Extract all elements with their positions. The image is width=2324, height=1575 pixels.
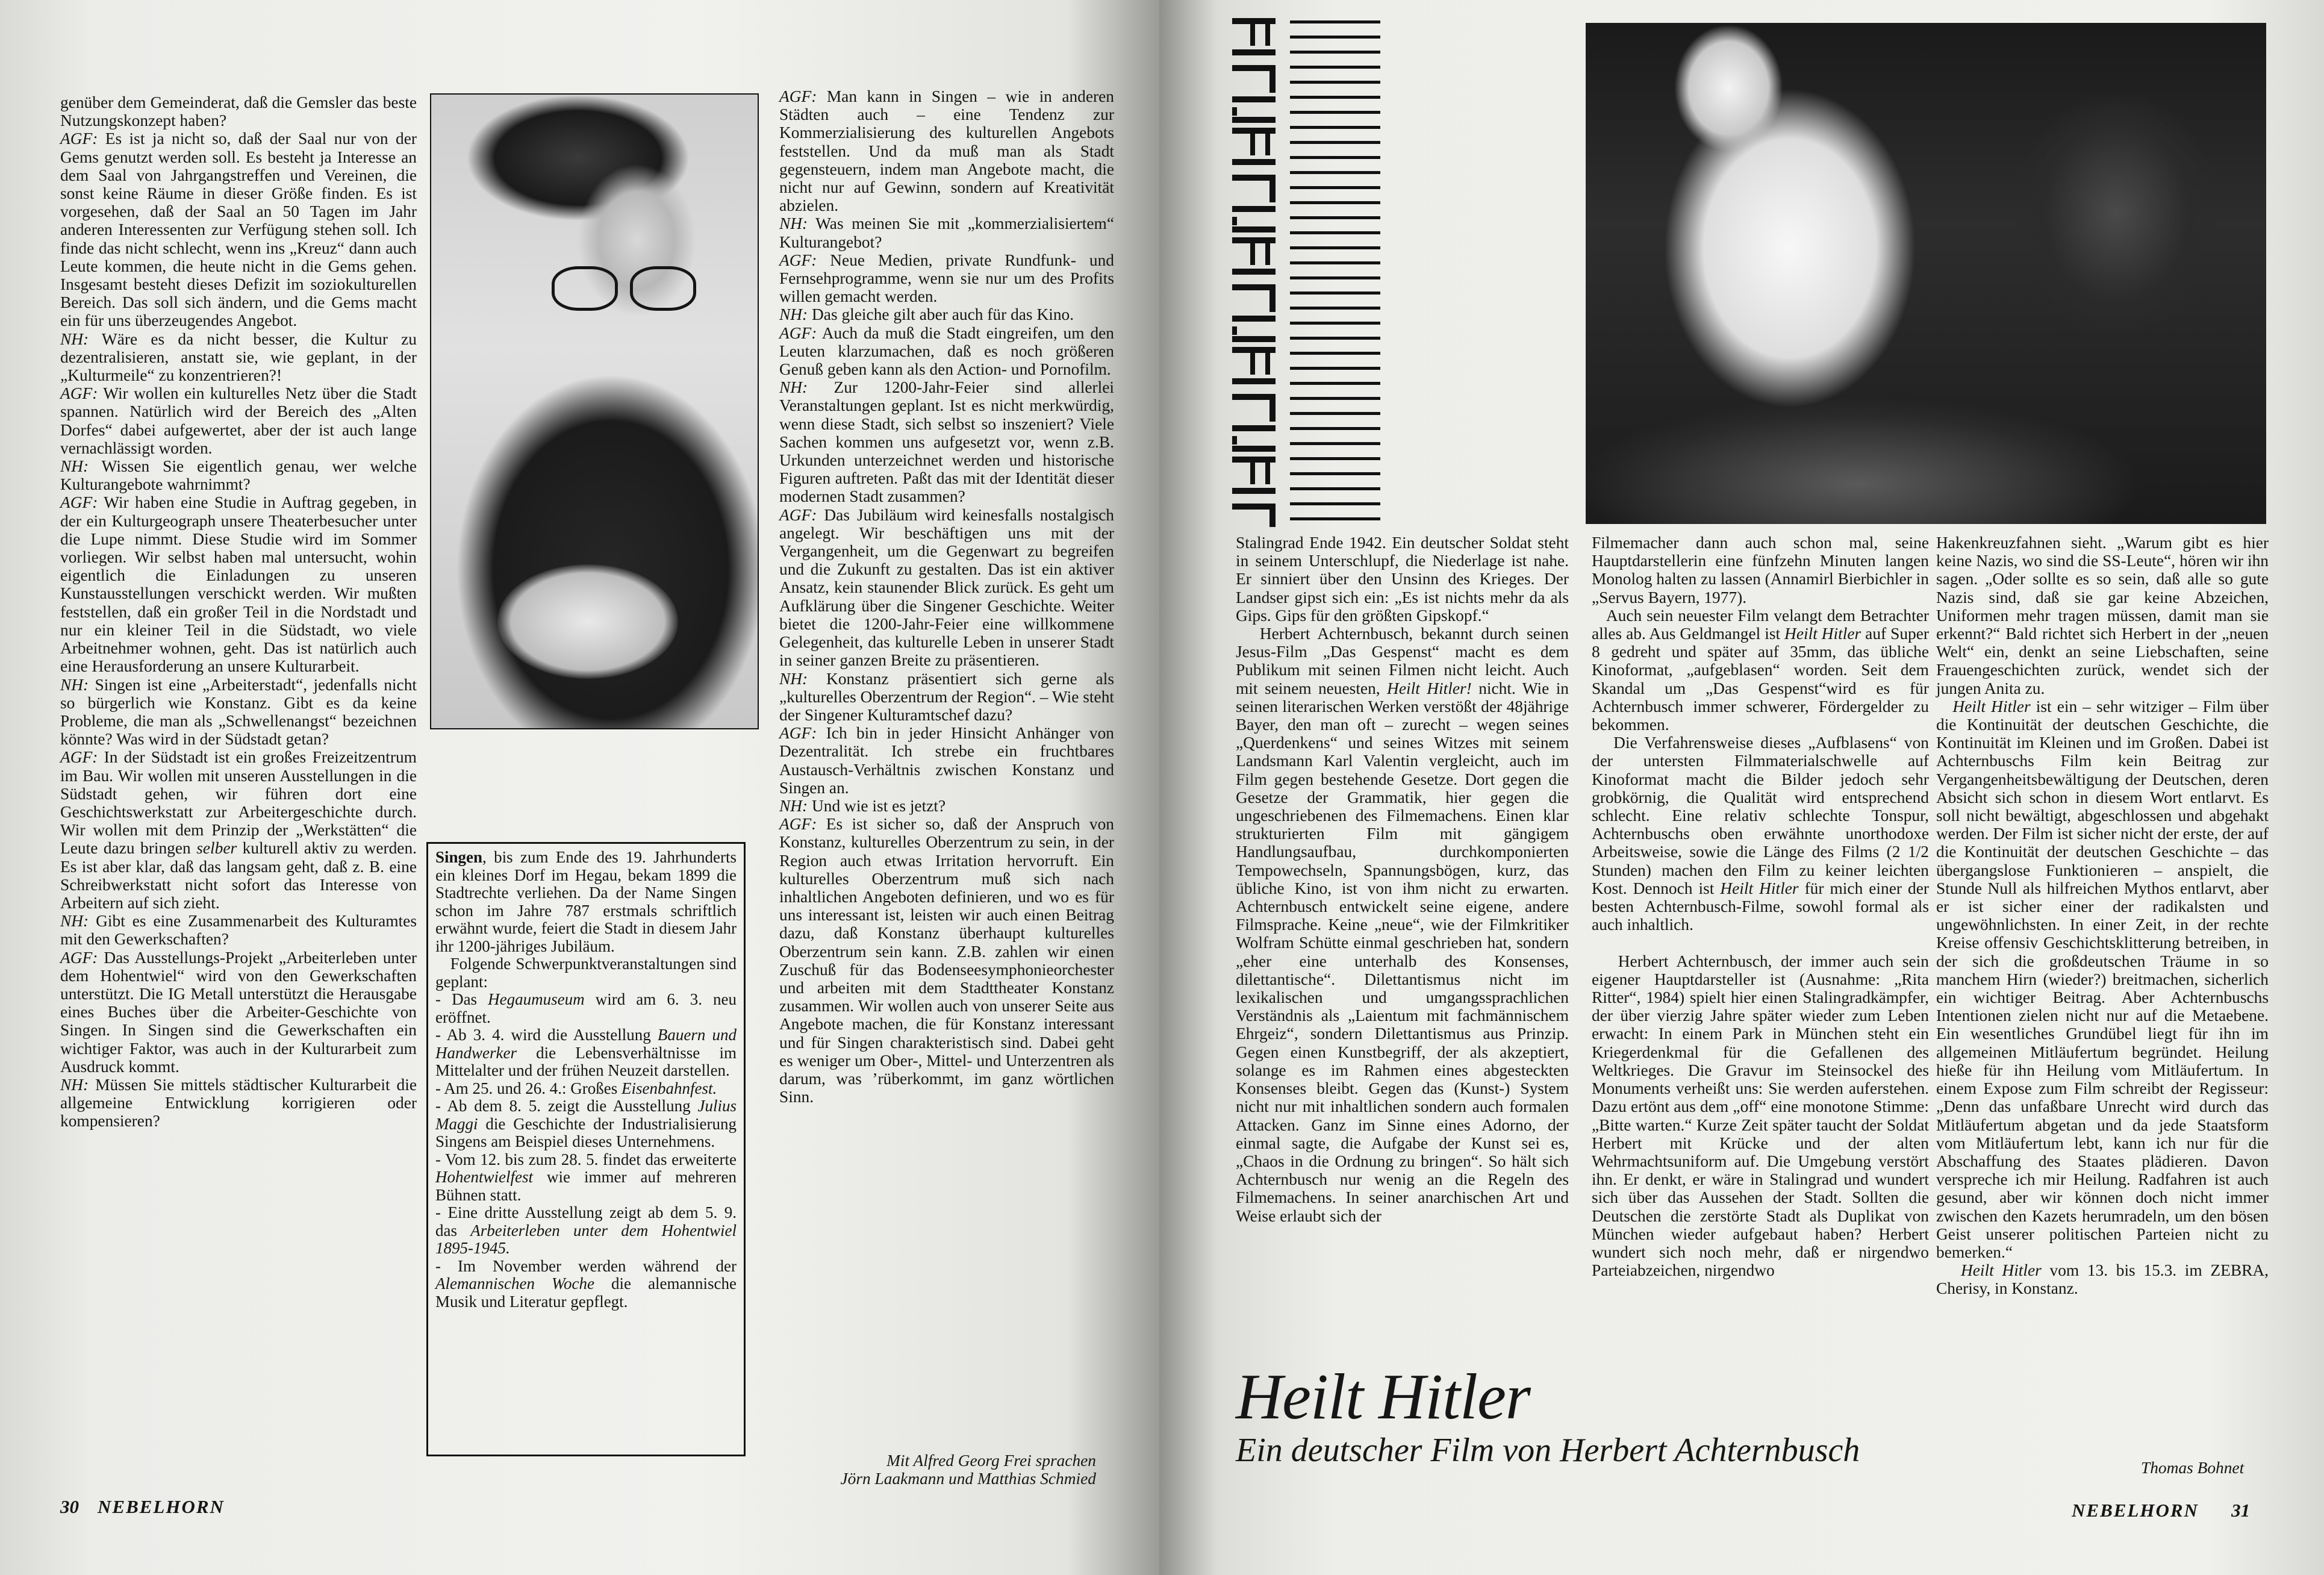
paragraph: Auch sein neuester Film velangt dem Betrachter alles ab. Aus Geldmangel ist Heilt Hitler auf Super 8 gedreht und später auf 35mm, das übliche Kinoformat, „aufgeblasen“ worden. Seit dem Skandal um „Das Gespenst“wird es für Achternbusch immer schwerer, Fördergelder zu bekommen.: [1592, 606, 1929, 734]
review-column-1: [1236, 534, 1569, 1225]
film-still-photo: [1586, 23, 2266, 524]
article-subheadline: Ein deutscher Film von Herbert Achternbusch: [1236, 1432, 1860, 1469]
paragraph: [1592, 934, 1929, 952]
paragraph: Stalingrad Ende 1942. Ein deutscher Soldat steht in seinem Unterschlupf, die Niederlage ist nahe. Er sinniert über den Unsinn des Krieges. Der Landser gipst sich ein: „Es ist nichts mehr da als Gips. Gips für den größten Gipskopf.“: [1236, 534, 1569, 625]
paragraph: Heilt Hitler vom 13. bis 15.3. im ZEBRA, Cherisy, in Konstanz.: [1936, 1261, 2269, 1298]
review-column-3: [1936, 534, 2269, 1298]
paragraph: AGF: Auch da muß die Stadt eingreifen, um den Leuten klarzumachen, daß es noch größeren Genuß geben kann als den Action- und Pornofilm.: [779, 323, 1114, 379]
paragraph: - Ab 3. 4. wird die Ausstellung Bauern und Handwerker die Lebensverhältnisse im Mittelalter und der frühen Neuzeit darstellen.: [435, 1026, 737, 1079]
paragraph: Hakenkreuzfahnen sieht. „Warum gibt es hier keine Nazis, wo sind die SS-Leute“, hören wir ihn sagen. „Oder sollte es so sein, daß alle so gute Nazis sind, daß sie gar keine Abzeichen, Uniformen mehr tragen müssen, damit man sie erkennt?“ Bald richtet sich Herbert in der „neuen Welt“ ein, denkt an seine Liebschaften, seine Frauengeschichten zurück, wendet sich der jungen Anita zu.: [1936, 534, 2269, 697]
paragraph: NH: Und wie ist es jetzt?: [779, 796, 946, 815]
paragraph: genüber dem Gemeinderat, daß die Gemsler das beste Nutzungskonzept haben?: [60, 93, 417, 130]
paragraph: AGF: Es ist sicher so, daß der Anspruch von Konstanz, kulturelles Oberzentrum zu sein, in der Region auch etwas Irritation hervorruft. Ein kulturelles Oberzentrum muß sich nach inhaltlichen Angeboten definieren, und wo es für uns interessant ist, leisten wir auch einen Beitrag dazu, daß Konstanz überhaupt kulturelles Oberzentrum sein kann. Z.B. zahlen wir einen Zuschuß für das Bodenseesymphonieorchester und arbeiten mit dem Stadttheater Konstanz zusammen. Wir wollen auch von unserer Seite aus Angebote machen, die für Konstanz interessant und für Singen charakteristisch sind. Dabei geht es weniger um Ober-, Mittel- und Unterzentren als darum, was ’rüberkommt, im ganz wörtlichen Sinn.: [779, 815, 1114, 1106]
paragraph: - Ab dem 8. 5. zeigt die Ausstellung Julius Maggi die Geschichte der Industrialisierung Singens am Beispiel dieses Unternehmens.: [435, 1097, 737, 1150]
paragraph: AGF: Wir haben eine Studie in Auftrag gegeben, in der ein Kulturgeograph unsere Theaterbesucher unter die Lupe nimmt. Diese Studie wird im Sommer vorliegen. Wir selbst haben mal untersucht, wohin eigentlich die Einladungen zu unseren Kunstausstellungen verschickt werden. Wir mußten feststellen, daß ein großer Teil in die Nordstadt und nur ein kleiner Teil in die Südstadt, wo viele Arbeitnehmer wohnen, geht. Das ist natürlich auch eine Herausforderung an unsere Kulturarbeit.: [60, 493, 417, 676]
page-number: 31: [2231, 1500, 2251, 1521]
paragraph: Herbert Achternbusch, bekannt durch seinen Jesus-Film „Das Gespenst“ macht es dem Publikum mit seinen Filmen nicht leicht. Auch mit seinem neuesten, Heilt Hitler! nicht. Wie in seinen literarischen Werken verstößt der 48jährige Bayer, den man oft – zurecht – wegen seines „Querdenkens“ und seines Witzes mit seinem Landsmann Karl Valentin vergleicht, auch im Film gegen bestehende Gesetze. Dort gegen die Gesetze der Grammatik, hier gegen die ungeschriebenen des Filmemachens. Einen klar strukturierten Film mit gängigem Handlungsaufbau, durchkomponierten Tempowechseln, Spannungsbögen, kurz, das übliche Kino, ist von ihm nicht zu erwarten. Achternbusch entwickelt seine eigene, andere Filmsprache. Keine „neue“, wie der Filmkritiker Wolfram Schütte einmal geschrieben hat, sondern „eher eine unterhalb des Konsenses, dilettantische“. Dilettantismus nicht im lexikalischen und umgangssprachlichen Verständnis als „Laientum mit fachmännischem Ehrgeiz“, sondern Dilettantismus aus Prinzip. Gegen einen Kunstbegriff, der als akzeptiert, solange es im Rahmen eines abgesteckten Konsenses bleibt. Gegen das (Kunst-) System nicht nur mit inhaltlichen sondern auch formalen Attacken. Ganz im Sinne eines Adorno, der einmal sagte, die Aufgabe der Kunst sei es, „Chaos in die Ordnung zu bringen“. So hält sich Achternbusch nur wenig an die Regeln des Filmemachens. In seiner anarchischen Art und Weise erlaubt sich der: [1236, 625, 1569, 1225]
paragraph: Heilt Hitler ist ein – sehr witziger – Film über die Kontinuität der deutschen Geschichte, die Kontinuität im Kleinen und im Großen. Dabei ist Achternbuschs Film kein Beitrag zur Vergangenheitsbewältigung der Deutschen, deren Absicht sich schon in diesem Wort entlarvt. Es soll nicht bewältigt, abgeschlossen und abgehakt werden. Der Film ist sicher nicht der erste, der auf die Kontinuität der deutschen Geschichte – das übergangslose Funktionieren – anspielt, die Stunde Null als hilfreichen Mythos entlarvt, aber er ist sicher einer der radikalsten und ungewöhnlichsten. In einer Zeit, in der rechte Kreise offensiv Geschichtsklitterung betreiben, in der sich die großdeutschen Träume in so manchem Hirn (wieder?) breitmachen, sicherlich ein wichtiger Beitrag. Aber Achternbuschs Intentionen zielen nicht nur auf die Metaebene. Ein wesentliches Grundübel liegt für ihn im allgemeinen Mitläufertum begründet. Heilung hieße für ihn Heilung vom Mitläufertum. In einem Expose zum Film schreibt der Regisseur: „Denn das unfaßbare Unrecht wird durch das Mitläufertum abgetan und da jede Staatsform vom Mitläufertum lebt, kann ich nur für die Abschaffung des Staates plädieren. Davon verspreche ich mir Heilung. Radfahren ist auch gesund, aber wir können doch nicht immer zwischen den Kazets herumradeln, um den bösen Geist unserer politischen Parteien nicht zu bemerken.“: [1936, 697, 2269, 1261]
paragraph: AGF: Man kann in Singen – wie in anderen Städten auch – eine Tendenz zur Kommerzialisierung des kulturellen Angebots feststellen. Und da muß man als Stadt gegensteuern, indem man Angebote macht, die nicht nur auf Gewinn, sondern auf Kreativität abzielen.: [779, 87, 1114, 215]
paragraph: NH: Konstanz präsentiert sich gerne als „kulturelles Oberzentrum der Region“. – Wie steht der Singener Kulturamtschef dazu?: [779, 669, 1114, 724]
paragraph: NH: Gibt es eine Zusammenarbeit des Kulturamtes mit den Gewerkschaften?: [60, 912, 417, 949]
paragraph: Herbert Achternbusch, der immer auch sein eigener Hauptdarsteller ist (Ausnahme: „Rita Ritter“, 1984) spielt hier einen Stalingradkämpfer, der über vierzig Jahre später wieder zum Leben erwacht: In einem Park in München steht ein Kriegerdenkmal für die Gefallenen des Weltkrieges. Die Gravur im Steinsockel des Monuments verheißt uns: Sie werden auferstehen. Dazu ertönt aus dem „off“ eine monotone Stimme: „Bitte warten.“ Kurze Zeit später taucht der Soldat Herbert mit Krücke und der alten Wehrmachtsuniform auf. Die Umgebung verstört ihn. Er denkt, er wäre in Stalingrad und wundert sich über das Aussehen der Stadt. Sollten die Deutschen die zerstörte Stadt als Duplikat von München wieder aufgebaut haben? Herbert wundert sich noch mehr, daß er nirgendwo Parteiabzeichen, nirgendwo: [1592, 952, 1929, 1280]
paragraph: Die Verfahrensweise dieses „Aufblasens“ von der untersten Filmmaterialschwelle auf Kinoformat macht die Bilder jedoch sehr grobkörnig, die Qualität wird entsprechend schlecht. Eine relativ schlechte Tonspur, Achternbuschs oben erwähnte unorthodoxe Arbeitsweise, sowie die Länge des Films (2 1/2 Stunden) machen den Film zu keiner leichten Kost. Dennoch ist Heilt Hitler für mich einer der besten Achternbusch-Filme, sowohl formal als auch inhaltlich.: [1592, 734, 1929, 934]
paragraph: AGF: In der Südstadt ist ein großes Freizeitzentrum im Bau. Wir wollen mit unseren Ausstellungen in die Südstadt gehen, wir führen dort eine Geschichtswerkstatt zur Arbeitergeschichte durch. Wir wollen mit dem Prinzip der „Werkstätten“ die Leute dazu bringen selber kulturell aktiv zu werden. Es ist aber klar, daß das langsam geht, daß z. B. eine Schreibwerkstatt nicht sofort das Interesse von Arbeitern auf sich zieht.: [60, 748, 417, 912]
article-headline: Heilt Hitler: [1236, 1361, 1530, 1433]
page-number-left: [60, 1496, 225, 1518]
page-footer-right: [2072, 1500, 2250, 1521]
paragraph: AGF: Wir wollen ein kulturelles Netz über die Stadt spannen. Natürlich wird der Bereich des „Alten Dorfes“ dabei aufgewertet, aber der ist auch lange vernachlässigt worden.: [60, 384, 417, 457]
paragraph: AGF: Neue Medien, private Rundfunk- und Fernsehprogramme, wenn sie nur um des Profits willen gemacht werden.: [779, 251, 1114, 306]
paragraph: AGF: Das Jubiläum wird keinesfalls nostalgisch angelegt. Wir beschäftigen uns mit der Vergangenheit, um die Gegenwart zu begreifen und die Zukunft zu gestalten. Das ist ein aktiver Ansatz, kein staunender Blick zurück. Es geht um Aufklärung über die Singener Geschichte. Weiter bietet die 1200-Jahr-Feier eine willkommene Gelegenheit, das kulturelle Leben in unserer Stadt in seiner ganzen Breite zu präsentieren.: [779, 505, 1114, 670]
info-box-text: [435, 849, 737, 1311]
credit-line-2: Jörn Laakmann und Matthias Schmied: [840, 1470, 1096, 1488]
paragraph: Singen, bis zum Ende des 19. Jahrhunderts ein kleines Dorf im Hegau, bekam 1899 die Stadtrechte verliehen. Da der Name Singen schon im Jahre 787 erstmals schriftlich erwähnt wurde, feiert die Stadt in diesem Jahr ihr 1200-jähriges Jubiläum.: [435, 848, 737, 955]
paragraph: NH: Was meinen Sie mit „kommerzialisiertem“ Kulturangebot?: [779, 214, 1114, 251]
left-page: [0, 0, 1159, 1575]
page-number: 30: [60, 1496, 79, 1517]
paragraph: - Eine dritte Ausstellung zeigt ab dem 5. 9. das Arbeiterleben unter dem Hohentwiel 1895-1945.: [435, 1203, 737, 1257]
paragraph: NH: Zur 1200-Jahr-Feier sind allerlei Veranstaltungen geplant. Ist es nicht merkwürdig, wenn diese Stadt, sich selbst so inszeniert? Viele Sachen kommen uns aufgesetzt vor, wenn z.B. Urkunden unterzeichnet werden und historische Figuren auftreten. Paßt das mit der Identität dieser modernen Stadt zusammen?: [779, 378, 1114, 506]
paragraph: NH: Wäre es da nicht besser, die Kultur zu dezentralisieren, anstatt sie, wie geplant, in der „Kulturmeile“ zu konzentrieren?!: [60, 329, 417, 385]
paragraph: AGF: Es ist ja nicht so, daß der Saal nur von der Gems genutzt werden soll. Es besteht ja Interesse an dem Saal von Jahrgangstreffen und Vereinen, die sonst keine Räume in dieser Größe finden. Es ist vorgesehen, daß der Saal an 50 Tagen im Jahr anderen Interessenten zur Verfügung stehen soll. Ich finde das nicht schlecht, wenn ins „Kreuz“ dann auch Leute kommen, die heute nicht in die Gems gehen. Insgesamt besteht dieses Defizit im soziokulturellen Bereich. Das soll sich ändern, und die Gems macht ein für uns überzeugendes Angebot.: [60, 129, 417, 330]
paragraph: AGF: Ich bin in jeder Hinsicht Anhänger von Dezentralität. Ich strebe ein fruchtbares Austausch-Verhältnis zwischen Konstanz und Singen an.: [779, 724, 1114, 797]
film-filmstrip-graphic: [1232, 18, 1389, 527]
author-signature: Thomas Bohnet: [2141, 1459, 2245, 1477]
paragraph: - Vom 12. bis zum 28. 5. findet das erweiterte Hohentwielfest wie immer auf mehreren Bühnen statt.: [435, 1150, 737, 1204]
paragraph: - Im November werden während der Alemannischen Woche die alemannische Musik und Literatur gepflegt.: [435, 1256, 737, 1311]
magazine-name: NEBELHORN: [98, 1496, 225, 1517]
singen-info-box: [426, 842, 746, 1456]
interview-credit: [753, 1452, 1096, 1488]
review-column-2: [1592, 534, 1929, 1279]
paragraph: NH: Müssen Sie mittels städtischer Kulturarbeit die allgemeine Entwicklung korrigieren oder kompensieren?: [60, 1075, 417, 1131]
paragraph: - Am 25. und 26. 4.: Großes Eisenbahnfest.: [435, 1079, 717, 1097]
glasses-shape: [552, 266, 696, 308]
portrait-photo: [430, 93, 759, 729]
credit-line-1: Mit Alfred Georg Frei sprachen: [886, 1452, 1096, 1470]
paragraph: Folgende Schwerpunktveranstaltungen sind geplant:: [435, 955, 737, 991]
paragraph: - Das Hegaumuseum wird am 6. 3. neu eröffnet.: [435, 990, 737, 1026]
paragraph: NH: Das gleiche gilt aber auch für das Kino.: [779, 305, 1074, 324]
interview-column-3: [779, 87, 1114, 1106]
paragraph: NH: Singen ist eine „Arbeiterstadt“, jedenfalls nicht so bürgerlich wie Konstanz. Gibt es da keine Probleme, die man als „Schwellenangst“ bezeichnen könnte? Was wird in der Südstadt getan?: [60, 675, 417, 749]
paragraph: Filmemacher dann auch schon mal, seine Hauptdarstellerin eine fünfzehn Minuten langen Monolog halten zu lassen (Annamirl Bierbichler in „Servus Bayern, 1977).: [1592, 534, 1929, 607]
paragraph: AGF: Das Ausstellungs-Projekt „Arbeiterleben unter dem Hohentwiel“ wird von den Gewerkschaften unterstützt. Die IG Metall unterstützt die Herausgabe eines Buches über die Arbeiter-Geschichte von Singen. In Singen sind die Gewerkschaften ein wichtiger Faktor, was auch in der Kulturarbeit zum Ausdruck kommt.: [60, 948, 417, 1076]
magazine-name: NEBELHORN: [2072, 1500, 2199, 1521]
paragraph: NH: Wissen Sie eigentlich genau, wer welche Kulturangebote wahrnimmt?: [60, 457, 417, 494]
hands-shape: [497, 564, 678, 679]
interview-column-1: [60, 93, 417, 1131]
